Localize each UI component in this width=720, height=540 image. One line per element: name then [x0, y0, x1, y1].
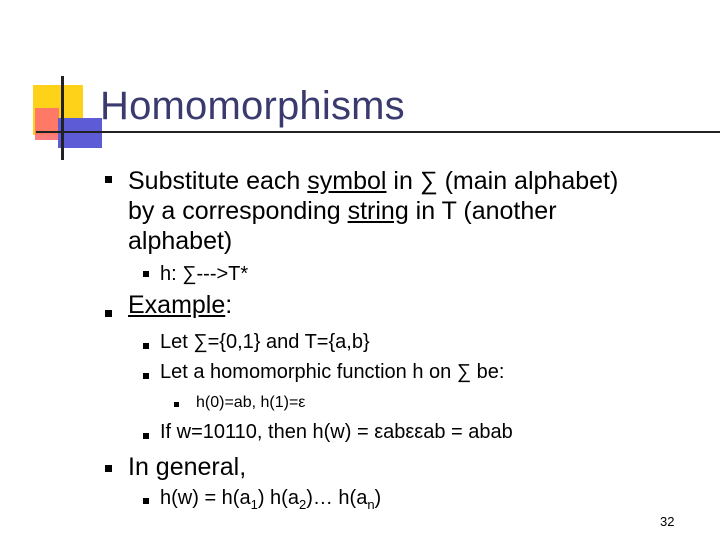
decoration-vertical-line: [61, 76, 64, 160]
text: )… h(a: [306, 487, 368, 509]
text: h(w) = h(a: [160, 487, 251, 509]
text: in T (another: [408, 197, 557, 225]
sub-bullet-mapping: h: ∑--->T*: [160, 263, 249, 285]
symbol-term: symbol: [307, 167, 387, 195]
decoration-red-square: [35, 108, 59, 140]
bullet-substitute-line2: [128, 196, 557, 226]
text: Substitute each: [128, 167, 308, 195]
text: ) h(a: [257, 487, 299, 509]
sub-bullet-let-function: Let a homomorphic function h on ∑ be:: [160, 361, 505, 383]
text: in ∑ (main alphabet): [386, 167, 619, 195]
bullet-substitute-line3: alphabet): [128, 227, 233, 255]
bullet-marker: [143, 498, 149, 504]
bullet-marker: [143, 433, 149, 439]
bullet-marker: [143, 343, 149, 349]
decoration-blue-square: [58, 118, 102, 148]
subscript: 1: [250, 497, 258, 512]
text: :: [225, 291, 233, 319]
text: ): [374, 487, 382, 509]
subscript: 2: [298, 497, 307, 512]
bullet-marker: [105, 465, 112, 472]
bullet-substitute: [128, 166, 618, 196]
bullet-marker: [174, 402, 179, 407]
sub-bullet-formula: [160, 486, 381, 517]
slide-title: Homomorphisms: [100, 84, 405, 128]
page-number: 32: [660, 514, 675, 529]
example-term: Example: [128, 291, 226, 319]
bullet-marker: [105, 176, 112, 183]
bullet-marker: [105, 310, 112, 317]
bullet-in-general: In general,: [128, 453, 247, 481]
sub-bullet-if-w: If w=10110, then h(w) = εabεεab = abab: [160, 421, 513, 443]
bullet-example: [128, 290, 232, 320]
title-underline: [36, 131, 720, 133]
subscript: n: [367, 497, 375, 512]
sub-sub-bullet-definition: h(0)=ab, h(1)=ε: [196, 394, 306, 411]
bullet-marker: [143, 373, 149, 379]
bullet-marker: [143, 271, 149, 277]
string-term: string: [347, 197, 409, 225]
sub-bullet-let-sets: Let ∑={0,1} and T={a,b}: [160, 331, 370, 353]
text: by a corresponding: [128, 197, 348, 225]
